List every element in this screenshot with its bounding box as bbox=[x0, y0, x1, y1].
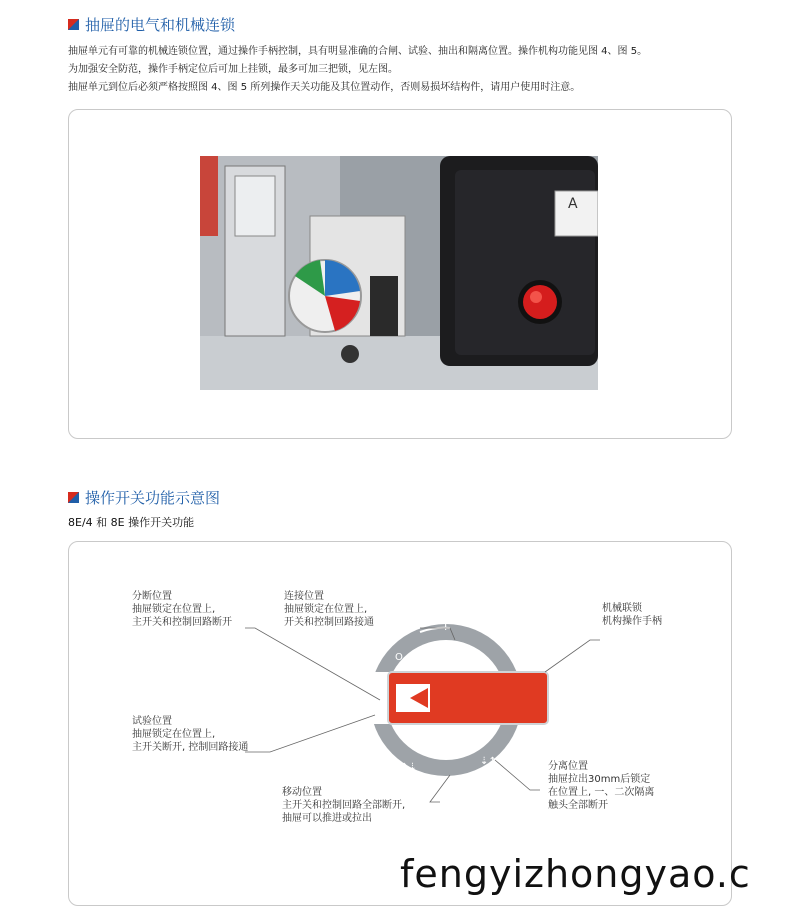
switch-subtitle: 8E/4 和 8E 操作开关功能 bbox=[68, 516, 195, 529]
svg-text:⇡⇣: ⇡⇣ bbox=[400, 762, 417, 773]
label-off-position: 分断位置 抽屉锁定在位置上, 主开关和控制回路断开 bbox=[132, 591, 232, 628]
intro-line-2: 为加强安全防范，操作手柄定位后可加上挂锁，最多可加三把锁，见左图。 bbox=[68, 64, 398, 75]
section-title-text: 抽屉的电气和机械连锁 bbox=[85, 16, 236, 34]
label-handle: 机械联锁 机构操作手柄 bbox=[602, 603, 662, 627]
section-title-text: 操作开关功能示意图 bbox=[85, 489, 221, 507]
label-connect-position: 连接位置 抽屉锁定在位置上, 开关和控制回路接通 bbox=[284, 591, 374, 628]
intro-line-3: 抽屉单元到位后必须严格按照图 4、图 5 所列操作天关功能及其位置动作，否则易损坏结构件，请用户使用时注意。 bbox=[68, 82, 581, 93]
watermark-text: fengyizhongyao.c bbox=[400, 852, 751, 896]
svg-text:⇣⇡: ⇣⇡ bbox=[480, 756, 497, 767]
ammeter-letter: A bbox=[568, 196, 578, 212]
svg-text:I: I bbox=[444, 620, 448, 633]
intro-line-1: 抽屉单元有可靠的机械连锁位置，通过操作手柄控制，具有明显准确的合闸、试验、抽出和隔离位置。操作机构功能见图 4、图 5。 bbox=[68, 46, 648, 57]
label-move-position: 移动位置 主开关和控制回路全部断开, 抽屉可以推进或拉出 bbox=[282, 787, 406, 824]
label-isolate-position: 分离位置 抽屉拉出30mm后锁定 在位置上, 一、二次隔离 触头全部断开 bbox=[548, 761, 655, 811]
label-test-position: 试验位置 抽屉锁定在位置上, 主开关断开, 控制回路接通 bbox=[132, 716, 249, 753]
svg-text:O: O bbox=[395, 652, 403, 663]
